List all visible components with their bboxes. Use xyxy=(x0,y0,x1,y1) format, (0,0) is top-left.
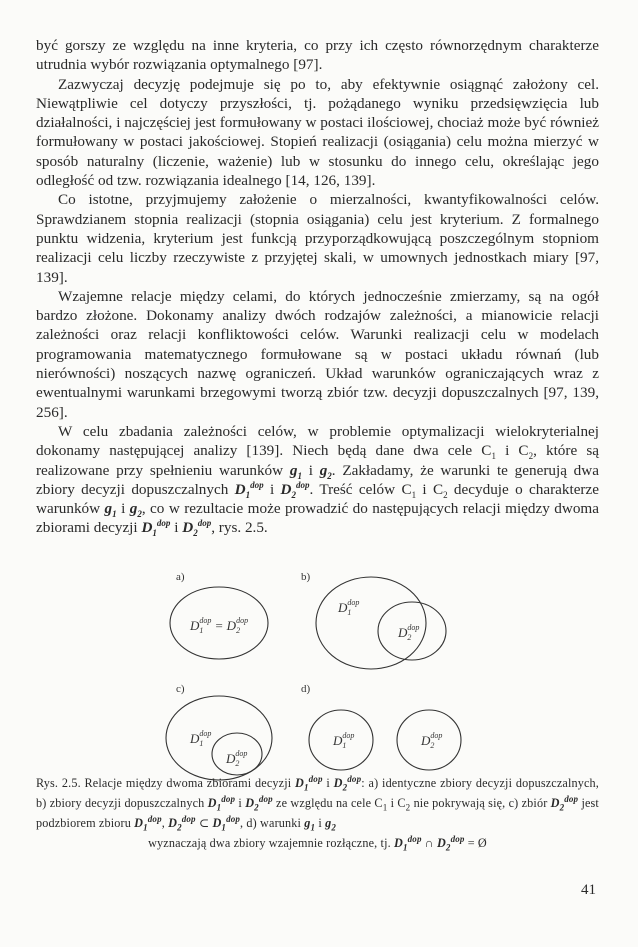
label-d: d) xyxy=(301,683,311,695)
diagram-a-label: D1dop $_=$ D2dop xyxy=(190,616,249,635)
diagram-c-label-d2: D2dop xyxy=(226,749,248,768)
figure-caption: Rys. 2.5. Relacje między dwoma zbiorami decyzji $D_1^{dop}$ i $D_2^{dop}$: a) identyczne zbiory decyzji dopuszczalnych, b) zbiory decyzji dopuszczalnych $D_1^{dop}$ i $D_2^{dop}$ ze względu na cele $C_1$ i $C_2$ nie pokrywają się, c) zbiór $D_2^{dop}$ jest podzbiorem zbioru $D_1^{dop}$, $D_2^{dop}$ ⊂ $D_1^{dop}$, d) warunki $g_1$ i $g_2$ wyznaczają dwa zbiory wzajemnie rozłączne, tj. $D_1^{dop}$ ∩ $D_2^{dop}$ = Ø xyxy=(36,773,599,853)
paragraph-1: być gorszy ze względu na inne kryteria, co przy ich często równorzędnym charakterze utrudnia wybór rozwiązania optymalnego [97]. xyxy=(36,37,599,74)
label-a: a) xyxy=(176,571,185,583)
symbol-d1-dop: $D_1^{dop}$ xyxy=(234,479,264,500)
label-b: b) xyxy=(301,571,311,583)
diagram-d-label-d2: D2dop xyxy=(421,731,443,750)
page-number: 41 xyxy=(581,882,596,898)
diagram-b-label-d1: D1dop xyxy=(338,598,360,617)
diagram-c-label-d1: D1dop xyxy=(190,729,212,748)
diagram-d-label-d1: D1dop xyxy=(333,731,355,750)
symbol-g2: $g_2$ xyxy=(319,461,332,481)
paragraph-3: Co istotne, przyjmujemy założenie o mierzalności, kwantyfikowalności celów. Sprawdzianem stopnia realizacji (stopnia osiągania) celu jest kryterium. Z formalnego punktu widzenia, kryterium jest funkcją przyporządkowującą poszczególnym stopniom realizacji celu liczby rzeczywiste z przyjętej skali, w umownych jednostkach miary [97, 139]. xyxy=(36,191,599,286)
symbol-g1: $g_1$ xyxy=(289,461,302,481)
label-c: c) xyxy=(176,683,185,695)
paragraph-2: Zazwyczaj decyzję podejmuje się po to, aby efektywnie osiągnąć założony cel. Niewątpliwie cel dotyczy przyszłości, tj. pożądanego wyniku przedsięwzięcia lub działalności, i najczęściej jest formułowany w postaci ilościowej, chociaż może być również formułowany w postaci jakościowej. Stopień realizacji (osiągania) celu można mierzyć w sposób naturalny (liczenie, ważenie) lub w stosunku do innego celu, określając jego odległość od tzw. rozwiązania idealnego [14, 126, 139]. xyxy=(36,75,599,190)
diagram-b-label-d2: D2dop xyxy=(398,623,420,642)
symbol-d2-dop: $D_2^{dop}$ xyxy=(280,479,310,500)
paragraph-4: Wzajemne relacje między celami, do których jednocześnie zmierzamy, są na ogół bardzo złożone. Dokonamy analizy dwóch rodzajów zależności, a mianowicie relacji zależności oraz relacji konfliktowości celów. Warunki realizacji celu w modelach programowania matematycznego formułowane są w postaci układu równań (lub nierówności) noszących nazwę ograniczeń. Układ warunków ograniczających wraz z ewentualnymi warunkami brzegowymi tworzą zbiór tzw. decyzji dopuszczalnych [97, 139, 256]. xyxy=(36,287,599,421)
paragraph-5: W celu zbadania zależności celów, w problemie optymalizacji wielokryterialnej dokonamy następującej analizy [139]. Niech będą dane dwa cele $C_1$ i $C_2$, które są realizowane przy spełnieniu warunków $g_1$ i $g_2$. Zakładamy, że warunki te generują dwa zbiory decyzji dopuszczalnych $D_1^{dop}$ i $D_2^{dop}$. Treść celów $C_1$ i $C_2$ decyduje o charakterze warunków $g_1$ i $g_2$, co w rezultacie może prowadzić do następujących relacji między dwoma zbiorami decyzji $D_1^{dop}$ i $D_2^{dop}$, rys. 2.5. xyxy=(36,422,599,539)
